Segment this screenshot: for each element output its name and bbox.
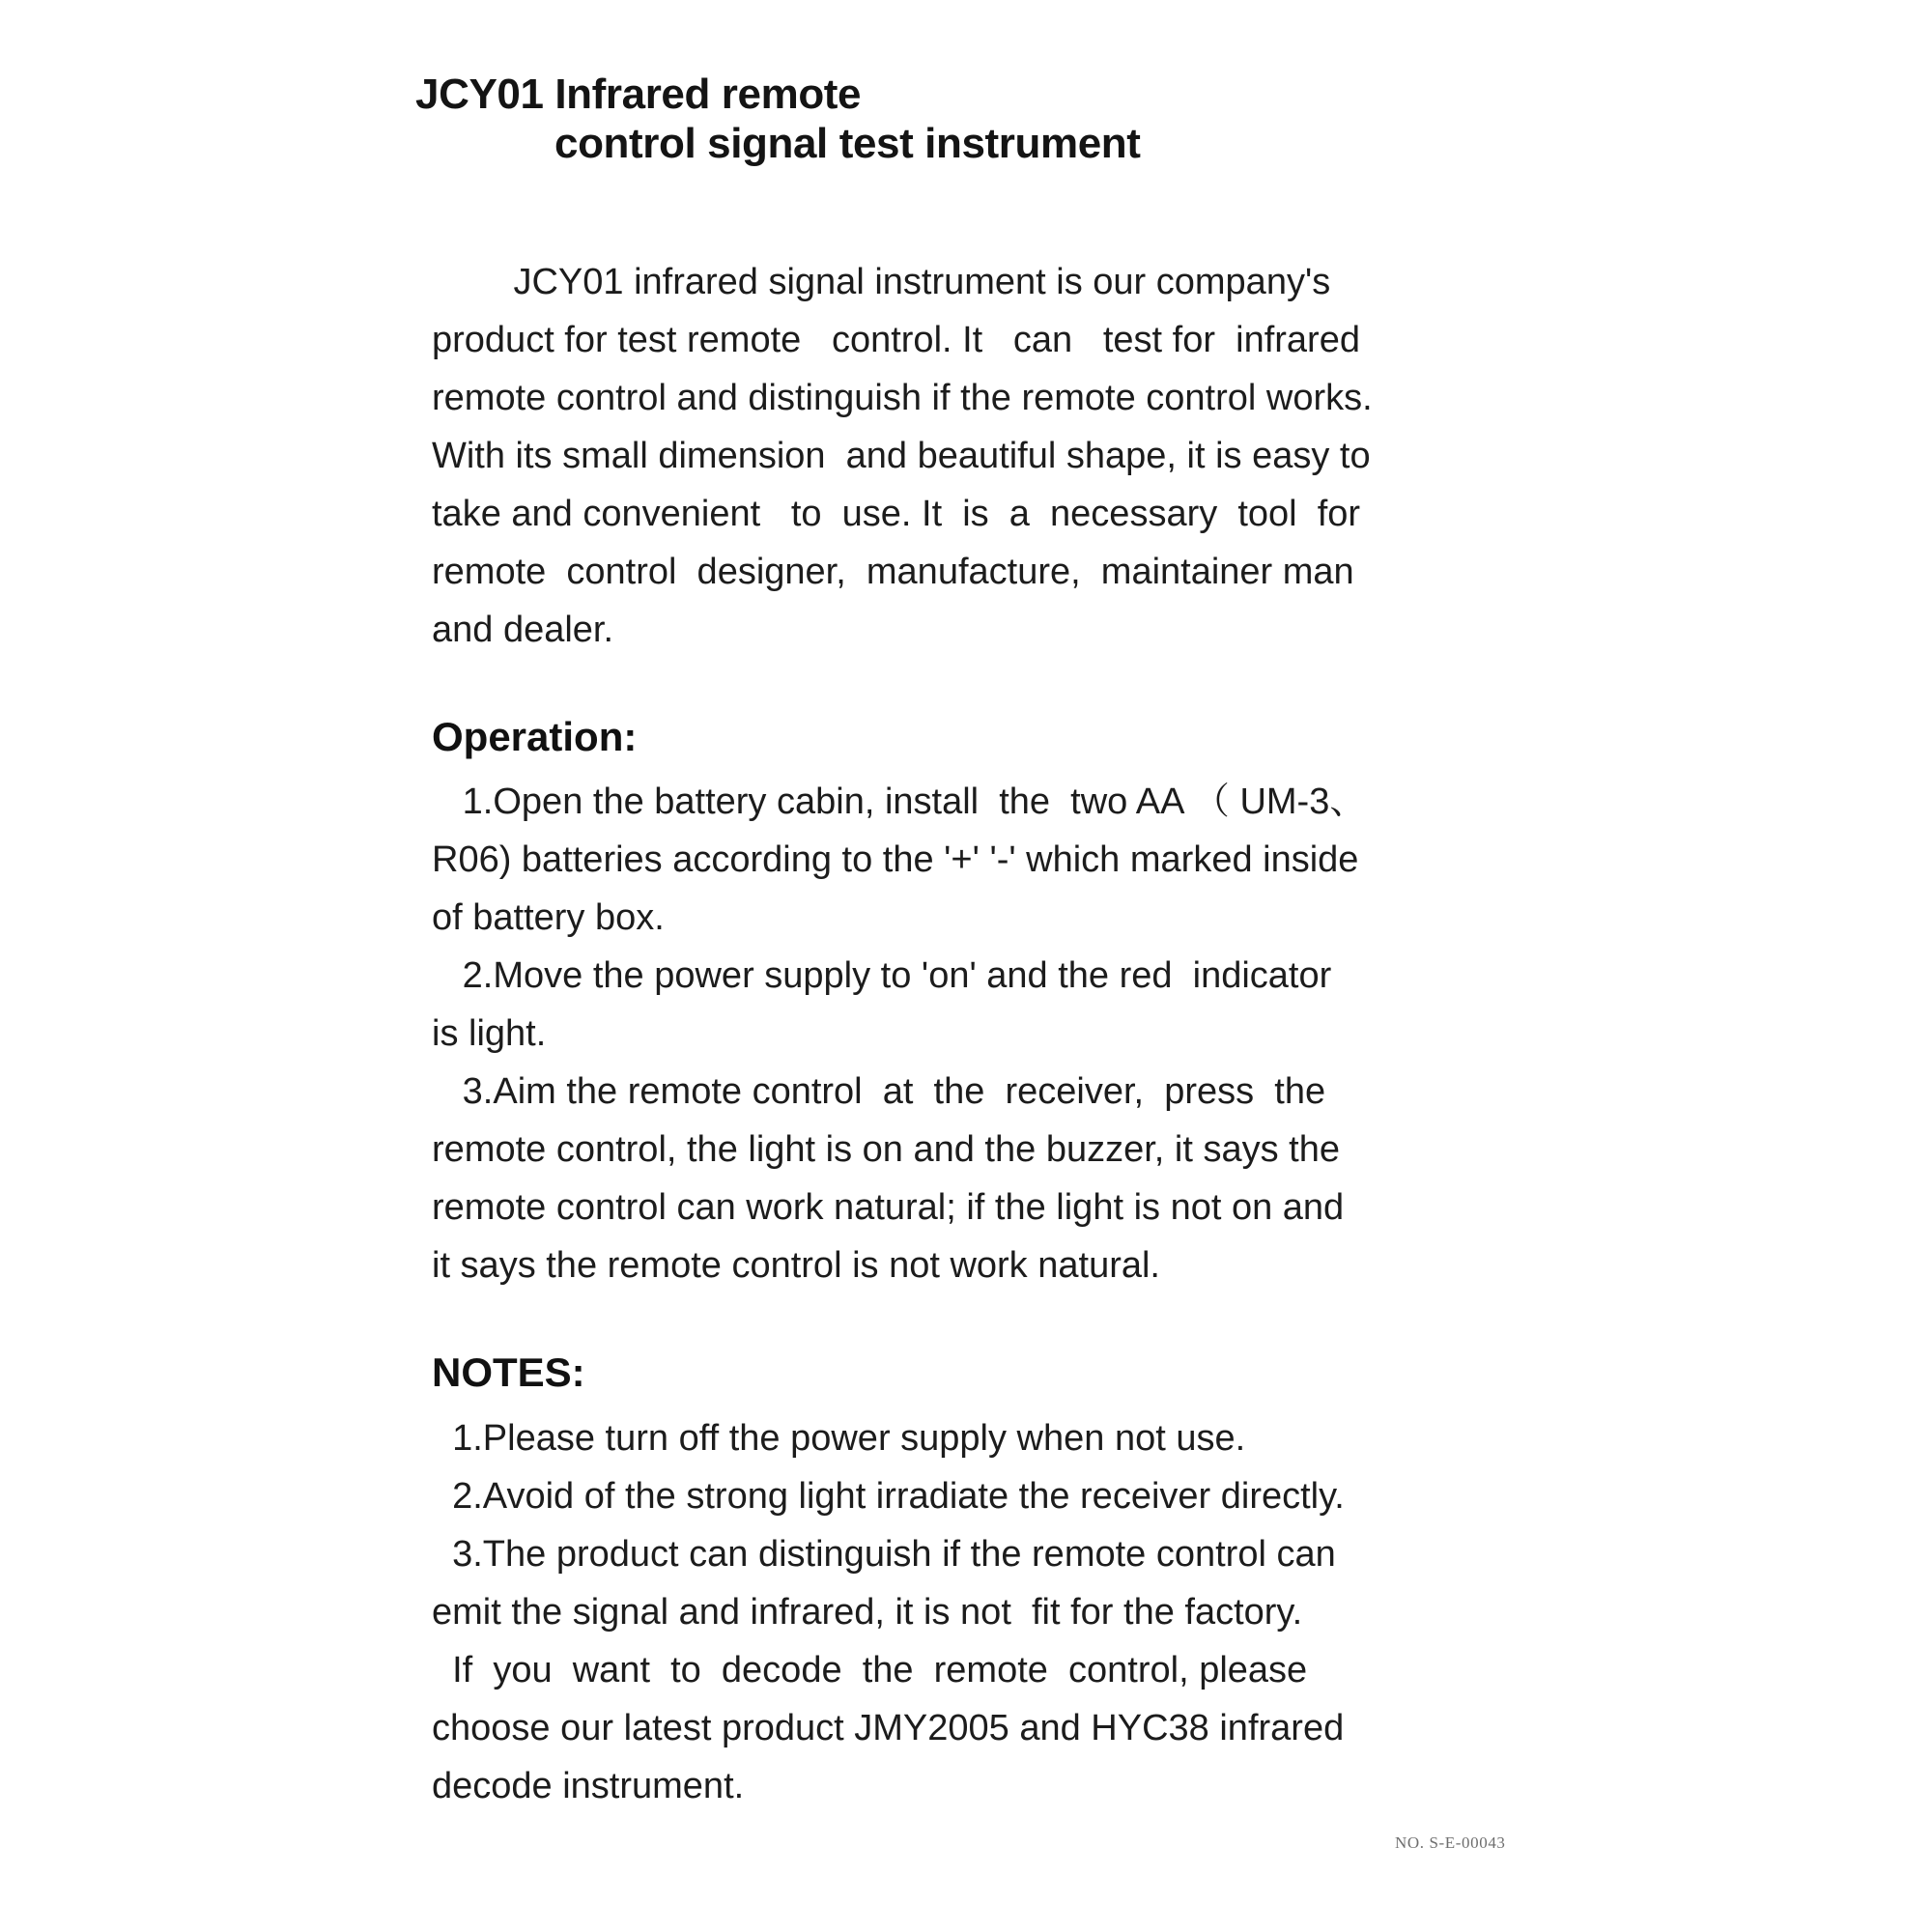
intro-line: With its small dimension and beautiful shape, it is easy to [432,436,1371,476]
intro-line: remote control designer, manufacture, maintainer man [432,552,1354,592]
operation-item-3 [432,1063,1545,1294]
notes-line: choose our latest product JMY2005 and HYC38 infrared [432,1707,1345,1748]
operation-line: is light. [432,1013,547,1055]
document-reference-code: NO. S-E-00043 [1395,1833,1506,1852]
notes-line: 3.The product can distinguish if the remote control can [432,1533,1336,1575]
intro-line: remote control and distinguish if the remote control works. [432,378,1373,418]
notes-line: emit the signal and infrared, it is not fit for the factory. [432,1591,1303,1633]
section-gap [432,659,1545,713]
notes-line: 2.Avoid of the strong light irradiate the receiver directly. [432,1475,1345,1517]
title-line-1: JCY01 Infrared remote [415,71,862,118]
heading-gap [432,761,1545,773]
notes-item-4 [432,1641,1545,1815]
notes-heading: NOTES: [432,1350,585,1396]
intro-line: and dealer. [432,610,614,650]
document-body [432,253,1545,1815]
intro-paragraph [432,253,1545,659]
title-line-2: control signal test instrument [554,120,1141,168]
operation-line: remote control, the light is on and the buzzer, it says the [432,1129,1340,1171]
document-title [415,70,1478,169]
intro-line: JCY01 infrared signal instrument is our company's [432,262,1331,302]
notes-line: 1.Please turn off the power supply when not use. [432,1417,1246,1459]
notes-item-1 [432,1409,1545,1467]
operation-line: 2.Move the power supply to 'on' and the red indicator [432,955,1332,997]
notes-line: decode instrument. [432,1765,745,1806]
operation-item-1 [432,773,1545,947]
intro-line: product for test remote control. It can test for infrared [432,320,1360,360]
section-gap [432,1294,1545,1349]
operation-line: it says the remote control is not work natural. [432,1245,1160,1287]
notes-item-2 [432,1467,1545,1525]
intro-line: take and convenient to use. It is a necessary tool for [432,494,1361,534]
operation-line: R06) batteries according to the '+' '-' which marked inside [432,839,1359,881]
notes-item-3 [432,1525,1545,1641]
operation-line: 3.Aim the remote control at the receiver, press the [432,1071,1326,1113]
operation-line: 1.Open the battery cabin, install the two AA （ UM-3、 [432,781,1367,823]
heading-gap [432,1398,1545,1409]
operation-heading: Operation: [432,714,638,759]
operation-line: of battery box. [432,897,665,939]
operation-line: remote control can work natural; if the light is not on and [432,1187,1345,1229]
notes-line: If you want to decode the remote control, please [432,1649,1308,1690]
operation-item-2 [432,947,1545,1063]
